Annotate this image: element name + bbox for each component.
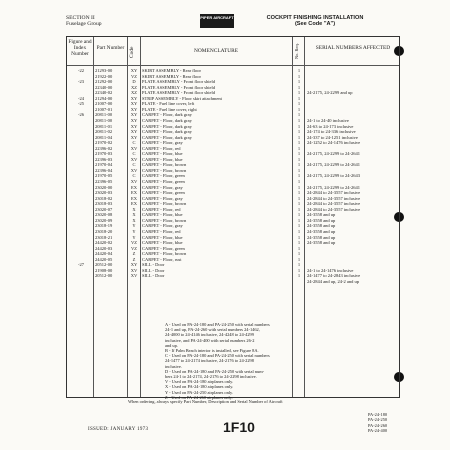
cell-ser: 24-2175, 24-2299 to 24-2641 (307, 151, 360, 157)
cell-code: EX (131, 201, 137, 207)
note-line: 24-1477 to 24-2174 inclusive, 24-2176 to 24-2298 (165, 358, 254, 364)
cell-qty: 1 (297, 167, 301, 173)
cell-nom: CARPET - Floor, brown (142, 162, 187, 168)
cell-nom: CARPET - Floor, gray (142, 184, 183, 190)
cell-fig: -22 (78, 68, 84, 73)
cell-code: EX (131, 195, 137, 201)
cell-part: 22396-03 (95, 156, 113, 162)
cell-nom: CARPET - Floor, blue (142, 234, 183, 240)
cell-part: 20512-00 (95, 262, 113, 268)
cell-code: C (132, 140, 136, 146)
cell-qty: 1 (297, 90, 301, 96)
cell-code: D (132, 79, 136, 85)
logo-text: PIPER AIRCRAFT (200, 15, 234, 20)
cell-qty: 1 (297, 228, 301, 234)
cell-part: 22396-04 (95, 167, 113, 173)
cell-part: 23020-00 (95, 184, 113, 190)
model-line: PA-24-400 (368, 428, 388, 434)
cell-qty: 1 (297, 79, 301, 85)
cell-qty: 1 (297, 151, 301, 157)
cell-qty: 1 (297, 145, 301, 151)
cell-code: Y (132, 234, 136, 240)
cell-part: 20811-02 (95, 129, 113, 135)
cell-part: 23020-07 (95, 206, 113, 212)
cell-nom: CARPET - Floor, green (142, 190, 185, 196)
cell-code: XY (130, 95, 138, 101)
cell-part: 23020-08 (95, 212, 113, 218)
model-line: PA-24-250 (368, 417, 388, 423)
cell-code: XY (130, 112, 138, 118)
cell-nom: CARPET - Floor, blue (142, 156, 183, 162)
cell-part: 21970-03 (95, 151, 113, 157)
cell-ser: 24-337 to 24-1251 inclusive (307, 134, 358, 140)
table-row (67, 279, 401, 285)
cell-code: X (132, 217, 136, 223)
cell-nom: SILL - Door (142, 267, 165, 273)
cell-qty: 1 (297, 106, 301, 112)
cell-part: 24420-03 (95, 245, 113, 251)
cell-code: C (132, 151, 136, 157)
cell-nom: CARPET - Floor, blue (142, 212, 183, 218)
cell-nom: STRIP ASSEMBLY - Floor skirt attachment (142, 95, 222, 101)
cell-code: X (132, 206, 136, 212)
cell-ser: 24-3558 and up (307, 217, 336, 223)
cell-qty: 1 (297, 251, 301, 257)
cell-code: XY (130, 134, 138, 140)
cell-nom: CARPET - Floor, gray (142, 140, 183, 146)
cell-code: XY (130, 117, 138, 123)
cell-qty: 1 (297, 217, 301, 223)
cell-ser: 24-2175, 24-2299 to 24-2643 (307, 173, 360, 179)
cell-qty: 1 (297, 195, 301, 201)
cell-code: C (132, 173, 136, 179)
col-serial-header: SERIAL NUMBERS AFFECTED (315, 45, 391, 51)
cell-part: 23020-09 (95, 217, 113, 223)
col-qty-header: No. Req. (294, 43, 299, 59)
cell-ser: 24-1477 to 24-2843 inclusive (307, 273, 361, 279)
cell-nom: CARPET - Floor, brown (142, 167, 187, 173)
cell-qty: 1 (297, 190, 301, 196)
cell-nom: CARPET - Floor, dark gray (142, 123, 192, 129)
cell-part: 23018-03 (95, 201, 113, 207)
cell-part: 23018-21 (95, 234, 113, 240)
note-line: A - Used on PA-24-180 and PA-24-250 with serial numbers (165, 322, 270, 327)
cell-nom: CARPET - Floor, red (142, 145, 181, 151)
cell-nom: SKIRT ASSEMBLY - Rear floor (142, 73, 202, 79)
piper-logo (200, 14, 234, 28)
cell-code: C (132, 162, 136, 168)
cell-qty: 1 (297, 68, 301, 73)
cell-nom: SILL - Door (142, 262, 165, 268)
cell-code: XY (130, 68, 138, 73)
cell-code: EX (131, 184, 137, 190)
page-models (368, 412, 387, 434)
cell-qty: 1 (297, 240, 301, 246)
cell-part: 21970-05 (95, 173, 113, 179)
cell-qty: 1 (297, 206, 301, 212)
cell-nom: SKIRT ASSEMBLY - Rear floor (142, 68, 202, 73)
cell-nom: SILL - Door (142, 273, 165, 279)
note-line: and up. (165, 342, 178, 348)
model-line: PA-24-180 (368, 412, 388, 417)
cell-code: XY (130, 101, 138, 107)
cell-nom: CARPET - Floor, red (142, 228, 181, 234)
cell-fig: -27 (78, 262, 84, 268)
cell-code: XV (130, 179, 138, 184)
col-part-header: Part Number (96, 45, 125, 51)
cell-ser: 24-174 to 24-336 inclusive (307, 129, 356, 135)
cell-part: 23020-03 (95, 190, 113, 196)
cell-part: 24420-05 (95, 256, 113, 262)
cell-code: X (132, 212, 136, 218)
cell-qty: 1 (297, 156, 301, 162)
cell-part: 23018-02 (95, 195, 113, 201)
cell-qty: 1 (297, 234, 301, 240)
cell-qty: 1 (297, 245, 301, 251)
cell-qty: 1 (297, 123, 301, 129)
cell-fig: -25 (78, 101, 84, 107)
cell-code: XZ (131, 84, 137, 90)
note-line: Z - Used on PA-24-260 airplanes only. (165, 394, 233, 400)
cell-part: 21970-04 (95, 162, 113, 168)
cell-nom: CARPET - Floor, red (142, 206, 181, 212)
cell-code: VZ (131, 73, 137, 79)
note-line: Y - Used on PA-24-250 airplanes only. (165, 389, 234, 395)
cell-ser: 24-2175, 24-2299 and up (307, 90, 353, 96)
cell-ser: 24-3558 and up (307, 212, 336, 218)
cell-code: Y (132, 223, 136, 229)
cell-part: 21294-00 (95, 95, 113, 101)
cell-code: XY (130, 129, 138, 135)
cell-part: 22340-00 (95, 84, 113, 90)
cell-qty: 1 (297, 140, 301, 146)
cell-code: XZ (131, 90, 137, 96)
cell-code: VZ (131, 240, 137, 246)
cell-code: XV (130, 167, 138, 173)
cell-part: 21970-02 (95, 140, 113, 146)
cell-code: XY (130, 106, 138, 112)
cell-part: 24420-02 (95, 240, 113, 246)
cell-qty: 1 (297, 117, 301, 123)
note-line: V - Used on PA-24-180 airplanes only. (165, 379, 234, 385)
cell-nom: PLATE ASSEMBLY - Front floor shield (142, 84, 216, 90)
cell-part: 22340-02 (95, 90, 113, 96)
cell-nom: CARPET - Floor, blue (142, 151, 183, 157)
cell-code: Z (132, 251, 136, 257)
issued-date: ISSUED: JANUARY 1973 (88, 427, 149, 432)
ordering-footnote: When ordering, always specify Part Number, Description and Serial Number of Aircraft (128, 399, 283, 404)
cell-code: VZ (131, 245, 137, 251)
section-header (66, 15, 102, 28)
cell-part: 21007-01 (95, 106, 113, 112)
cell-part: 20811-00 (95, 112, 113, 118)
page-number: 1F10 (223, 419, 255, 435)
cell-nom: CARPET - Floor, brown (142, 251, 187, 257)
cell-part: 23018-20 (95, 228, 113, 234)
note-line: 24-1 and up, PA-24-260 with serial numbers 24-1462, (165, 327, 260, 333)
cell-code: XV (130, 273, 138, 279)
cell-part: 21922-00 (95, 73, 113, 79)
cell-fig: -23 (78, 79, 84, 85)
cell-ser: 24-2844 and up, 24-2 and up (307, 278, 359, 284)
note-line: D - Used on PA-24-180 and PA-24-250 with serial num- (165, 368, 265, 374)
cell-nom: PLATE - Fuel line cover, right (142, 106, 197, 112)
cell-qty: 1 (297, 256, 301, 262)
col-code-header: Code (129, 46, 135, 58)
cell-ser: 24-3558 and up (307, 234, 336, 240)
cell-qty: 1 (297, 173, 301, 179)
cell-qty: 1 (297, 223, 301, 229)
cell-part: 21908-00 (95, 267, 113, 273)
cell-qty: 1 (297, 134, 301, 140)
cell-nom: CARPET - Floor, gray (142, 223, 183, 229)
cell-part: 22396-02 (95, 145, 113, 151)
cell-code: XY (130, 123, 138, 129)
header-separator (67, 65, 399, 66)
cell-ser: 24-2844 to 24-3557 inclusive (307, 201, 361, 207)
cell-part: 21293-00 (95, 68, 113, 73)
note-line: 24-4000 to 24-4146 inclusive, 24-4248 to 24-4299 (165, 332, 254, 338)
cell-code: Y (132, 228, 136, 234)
note-line: inclusive, and PA-24-400 with serial numbers 26-2 (165, 337, 255, 343)
cell-qty: 1 (297, 201, 301, 207)
cell-code: Z (132, 256, 136, 262)
cell-nom: CARPET - Floor, dark gray (142, 112, 192, 118)
cell-qty: 1 (297, 73, 301, 79)
cell-code: EX (131, 190, 137, 196)
col-nomenclature-header: NOMENCLATURE (193, 48, 239, 54)
cell-part: 21007-00 (95, 101, 113, 107)
note-line: C - Used on PA-24-180 and PA-24-250 with serial numbers (165, 353, 270, 359)
cell-code: XV (130, 267, 138, 273)
note-line: inclusive. (165, 363, 182, 369)
note-line: B - If Palm Beach interior is installed, see Figure 8A. (165, 348, 259, 354)
cell-nom: CARPET - Floor, rust (142, 256, 182, 262)
col-figure-header: Figure and Index Number (68, 39, 92, 58)
cell-ser: 24-3558 and up (307, 240, 336, 246)
cell-nom: CARPET - Floor, green (142, 179, 185, 184)
cell-ser: 24-63 to 24-173 inclusive (307, 123, 354, 129)
cell-ser: 24-3558 and up (307, 223, 336, 229)
note-line: bers 24-1 to 24-2174, 24-2176 to 24-2298 inclusive. (165, 374, 257, 380)
cell-ser: 24-2175, 24-2299 to 24-2641 (307, 184, 360, 190)
cell-ser: 24-1 to 24-40 inclusive (307, 117, 349, 123)
cell-nom: CARPET - Floor, dark gray (142, 134, 192, 140)
cell-ser: 24-2175, 24-2299 to 24-2641 (307, 162, 360, 168)
cell-part: 22396-05 (95, 179, 113, 184)
installation-title: COCKPIT FINISHING INSTALLATION (266, 15, 364, 21)
cell-qty: 1 (297, 179, 301, 184)
cell-nom: CARPET - Floor, dark gray (142, 129, 192, 135)
cell-part: 23018-19 (95, 223, 113, 229)
cell-part: 21292-00 (95, 79, 113, 85)
cell-qty: 1 (297, 212, 301, 218)
cell-ser: 24-2844 to 24-3557 inclusive (307, 195, 361, 201)
cell-qty: 1 (297, 101, 301, 107)
cell-qty: 1 (297, 162, 301, 168)
cell-qty: 1 (297, 84, 301, 90)
cell-code: XV (130, 156, 138, 162)
cell-ser: 24-1252 to 24-1476 inclusive (307, 140, 361, 146)
group-label: Fuselage Group (66, 21, 102, 28)
note-line: X - Used on PA-24-180 airplanes only. (165, 384, 234, 390)
cell-nom: CARPET - Floor, blue (142, 240, 183, 246)
cell-qty: 1 (297, 262, 301, 268)
cell-part: 24420-04 (95, 251, 113, 257)
cell-part: 20811-00 (95, 117, 113, 123)
cell-code: XV (130, 145, 138, 151)
cell-part: 20811-01 (95, 123, 113, 129)
cell-part: 20811-04 (95, 134, 113, 140)
cell-ser: 24-3558 and up (307, 228, 336, 234)
section-label: SECTION II (66, 15, 95, 21)
cell-qty: 1 (297, 184, 301, 190)
cell-qty: 1 (297, 95, 301, 101)
installation-subtitle: (See Code "A") (294, 21, 336, 28)
code-notes (165, 322, 325, 400)
cell-nom: PLATE ASSEMBLY - Front floor shield (142, 79, 216, 85)
cell-code: XY (130, 262, 138, 268)
cell-fig: -26 (78, 112, 84, 118)
cell-nom: PLATE - Fuel line cover, left (142, 101, 195, 107)
cell-nom: CARPET - Floor, dark gray (142, 117, 192, 123)
cell-qty: 1 (297, 129, 301, 135)
cell-qty: 1 (297, 273, 301, 279)
cell-ser: 24-2844 to 24-3557 inclusive (307, 190, 361, 196)
cell-qty: 1 (297, 267, 301, 273)
cell-nom: CARPET - Floor, gray (142, 195, 183, 201)
cell-ser: 24-1 to 24-1476 inclusive (307, 267, 354, 273)
cell-fig: -24 (78, 95, 84, 101)
cell-nom: CARPET - Floor, brown (142, 217, 187, 223)
installation-header (250, 15, 380, 28)
cell-part: 20512-00 (95, 273, 113, 279)
cell-qty: 1 (297, 112, 301, 118)
model-line: PA-24-260 (368, 422, 388, 428)
cell-nom: PLATE ASSEMBLY - Front floor shield (142, 90, 216, 96)
cell-nom: CARPET - Floor, brown (142, 201, 187, 207)
cell-nom: CARPET - Floor, green (142, 173, 185, 179)
cell-nom: CARPET - Floor, green (142, 245, 185, 251)
cell-ser: 24-2844 to 24-3557 inclusive (307, 206, 361, 212)
